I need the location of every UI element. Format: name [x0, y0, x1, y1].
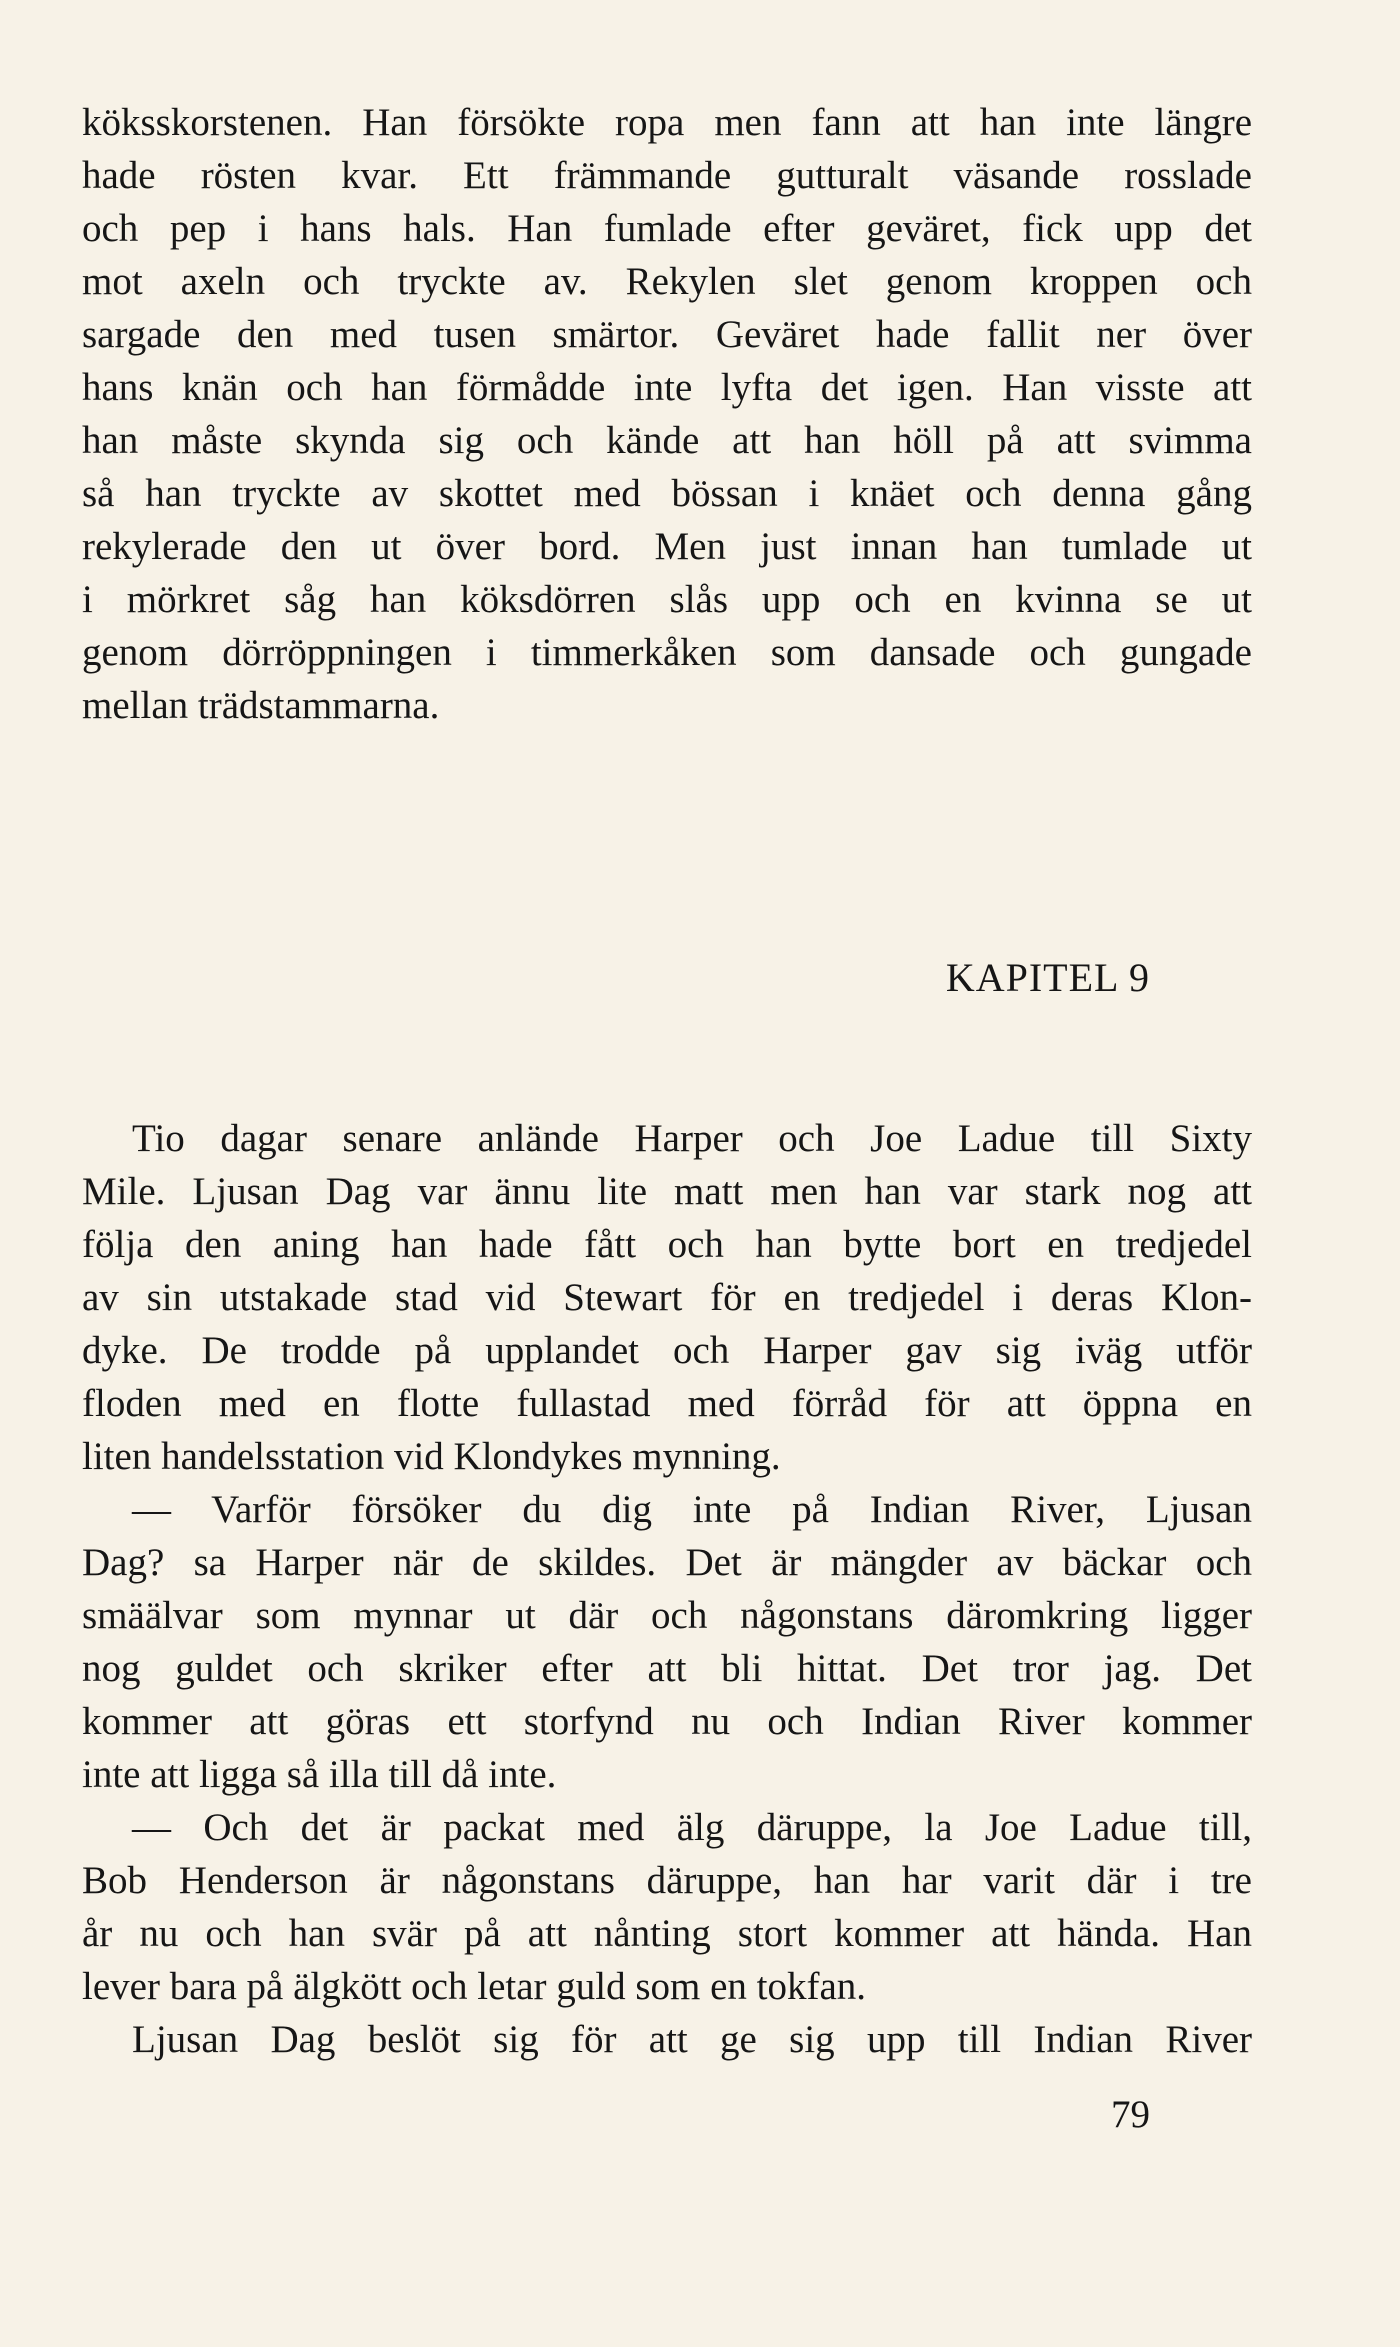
- text-line: Tio dagar senare anlände Harper och Joe Ladue till Sixty: [132, 1117, 1252, 1160]
- text-line: kommer att göras ett storfynd nu och Indian River kommer: [82, 1700, 1252, 1743]
- text-line: mot axeln och tryckte av. Rekylen slet genom kroppen och: [82, 260, 1252, 303]
- text-line: rekylerade den ut över bord. Men just innan han tumlade ut: [82, 525, 1252, 568]
- text-line: liten handelsstation vid Klondykes mynning.: [82, 1435, 781, 1478]
- page-number: 79: [1111, 2093, 1150, 2136]
- text-line: — Varför försöker du dig inte på Indian River, Ljusan: [132, 1488, 1252, 1531]
- text-line: lever bara på älgkött och letar guld som en tokfan.: [82, 1965, 867, 2008]
- text-line: Bob Henderson är någonstans däruppe, han har varit där i tre: [82, 1859, 1252, 1902]
- text-line: sargade den med tusen smärtor. Geväret hade fallit ner över: [82, 313, 1252, 356]
- paragraph-1: [82, 96, 1252, 732]
- text-line: dyke. De trodde på upplandet och Harper gav sig iväg utför: [82, 1329, 1252, 1372]
- text-line: följa den aning han hade fått och han bytte bort en tredjedel: [82, 1223, 1252, 1266]
- paragraph-2: [82, 1112, 1252, 2066]
- text-line: floden med en flotte fullastad med förråd för att öppna en: [82, 1382, 1252, 1425]
- text-line: hans knän och han förmådde inte lyfta det igen. Han visste att: [82, 366, 1252, 409]
- text-line: mellan trädstammarna.: [82, 684, 440, 727]
- chapter-heading: KAPITEL 9: [945, 955, 1150, 1000]
- text-line: — Och det är packat med älg däruppe, la Joe Ladue till,: [132, 1806, 1252, 1849]
- text-line: Mile. Ljusan Dag var ännu lite matt men han var stark nog att: [82, 1170, 1252, 1213]
- text-line: han måste skynda sig och kände att han höll på att svimma: [82, 419, 1252, 462]
- text-line: nog guldet och skriker efter att bli hittat. Det tror jag. Det: [82, 1647, 1252, 1690]
- text-line: Dag? sa Harper när de skildes. Det är mängder av bäckar och: [82, 1541, 1252, 1584]
- text-line: köksskorstenen. Han försökte ropa men fann att han inte längre: [82, 101, 1252, 144]
- text-line: och pep i hans hals. Han fumlade efter geväret, fick upp det: [82, 207, 1252, 250]
- text-line: i mörkret såg han köksdörren slås upp och en kvinna se ut: [82, 578, 1252, 621]
- text-line: år nu och han svär på att nånting stort kommer att hända. Han: [82, 1912, 1252, 1955]
- text-line: Ljusan Dag beslöt sig för att ge sig upp till Indian River: [132, 2018, 1252, 2061]
- text-line: smäälvar som mynnar ut där och någonstans däromkring ligger: [82, 1594, 1252, 1637]
- text-line: av sin utstakade stad vid Stewart för en tredjedel i deras Klon-: [82, 1276, 1252, 1319]
- text-line: så han tryckte av skottet med bössan i knäet och denna gång: [82, 472, 1252, 515]
- text-line: inte att ligga så illa till då inte.: [82, 1753, 557, 1796]
- text-line: genom dörröppningen i timmerkåken som dansade och gungade: [82, 631, 1252, 674]
- text-line: hade rösten kvar. Ett främmande gutturalt väsande rosslade: [82, 154, 1252, 197]
